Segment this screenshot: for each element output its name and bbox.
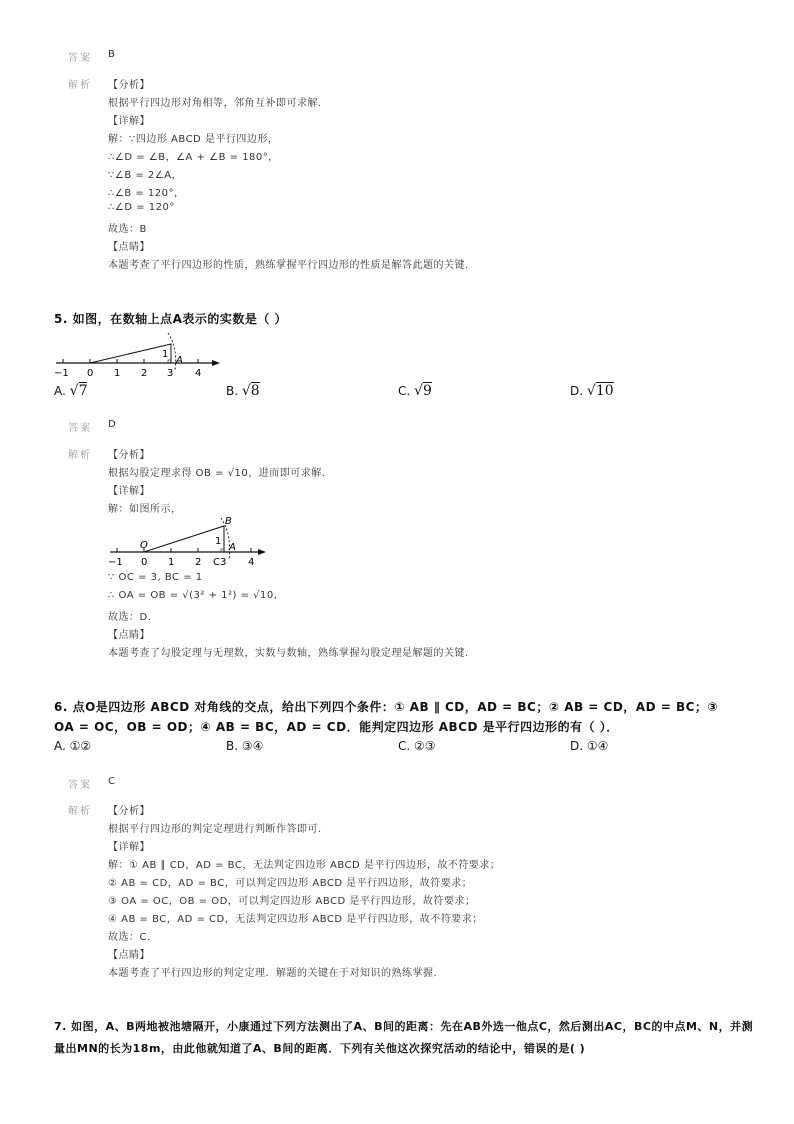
analysis-label: 解析 [68, 80, 92, 91]
option-b[interactable]: B. ③④ [226, 739, 264, 753]
compass-arc [168, 333, 176, 370]
axis-arrow [212, 360, 220, 366]
question-5-stem: 5. 如图，在数轴上点A表示的实数是（ ） [54, 312, 288, 326]
solution-step: ∴ OA = OB = √(3² + 1²) = √10, [108, 590, 278, 601]
analysis-label: 解析 [68, 806, 92, 817]
analysis-line: 根据平行四边形的判定定理进行判断作答即可. [108, 824, 322, 835]
analysis-line: 【详解】 [108, 116, 150, 127]
option-a[interactable]: A. √7 [54, 383, 88, 399]
height-label: 1 [162, 349, 169, 360]
analysis-line: 根据平行四边形对角相等，邻角互补即可求解. [108, 98, 322, 109]
analysis-line: 解：① AB ∥ CD，AD = BC，无法判定四边形 ABCD 是平行四边形，故不符要求； [108, 860, 501, 871]
answer-value: C [108, 776, 116, 787]
solution-step: ∵ OC = 3, BC = 1 [108, 572, 203, 583]
analysis-line: ∵∠B = 2∠A， [108, 170, 183, 181]
answer-value: D [108, 419, 117, 430]
right-triangle [144, 526, 224, 552]
analysis-line: 【点睛】 [108, 950, 150, 961]
tick-label: 2 [141, 368, 148, 379]
answer-label: 答案 [68, 423, 92, 434]
tick-label: 0 [141, 557, 148, 568]
number-line-figure [54, 330, 224, 380]
analysis-line: 本题考查了平行四边形的判定定理．解题的关键在于对知识的熟练掌握. [108, 968, 438, 979]
tick-label: 4 [195, 368, 202, 379]
tick-label: 0 [87, 368, 94, 379]
answer-label: 答案 [68, 780, 92, 791]
analysis-label: 解析 [68, 450, 92, 461]
tick-label: 4 [248, 557, 255, 568]
analysis-line: ② AB = CD，AD = BC，可以判定四边形 ABCD 是平行四边形，故符要求； [108, 878, 473, 889]
analysis-line: 【详解】 [108, 842, 150, 853]
number-line-figure-detail [108, 512, 278, 570]
analysis-line: 【点睛】 [108, 630, 150, 641]
right-triangle [90, 344, 171, 363]
question-6-stem-line-1: 6. 点O是四边形 ABCD 对角线的交点，给出下列四个条件：① AB ∥ CD，AD = BC；② AB = CD，AD = BC；③ [54, 700, 719, 714]
analysis-line: 【分析】 [108, 80, 150, 91]
analysis-line: ∴∠D = 120° [108, 202, 175, 213]
answer-label: 答案 [68, 53, 92, 64]
question-7-stem-line-2: 量出MN的长为18m，由此他就知道了A、B间的距离．下列有关他这次探究活动的结论中，错误的是( ) [54, 1042, 586, 1055]
axis-arrow [258, 549, 266, 555]
analysis-line: 【分析】 [108, 806, 150, 817]
analysis-line: 故选：B [108, 224, 147, 235]
analysis-line: ③ OA = OC，OB = OD，可以判定四边形 ABCD 是平行四边形，故符要求； [108, 896, 476, 907]
option-b[interactable]: B. √8 [226, 383, 260, 399]
analysis-line: 解：∵四边形 ABCD 是平行四边形， [108, 134, 279, 145]
analysis-line: ④ AB = BC，AD = CD，无法判定四边形 ABCD 是平行四边形，故不符要求； [108, 914, 483, 925]
tick-label: 3 [167, 368, 174, 379]
answer-value: B [108, 49, 116, 60]
analysis-line: 本题考查了平行四边形的性质，熟练掌握平行四边形的性质是解答此题的关键. [108, 260, 469, 271]
point-a-label: A [229, 542, 236, 553]
tick-label: C3 [213, 557, 227, 568]
height-label: 1 [215, 536, 222, 547]
option-a[interactable]: A. ①② [54, 739, 92, 753]
analysis-line: 故选：C. [108, 932, 151, 943]
point-b-label: B [225, 516, 232, 527]
tick-label: −1 [54, 368, 69, 379]
question-7-stem-line-1: 7. 如图，A、B两地被池塘隔开，小康通过下列方法测出了A、B间的距离：先在AB外选一他点C，然后测出AC，BC的中点M、N，并测 [54, 1020, 754, 1033]
analysis-line: 故选：D. [108, 612, 152, 623]
analysis-line: ∴∠B = 120°， [108, 188, 185, 199]
question-6-stem-line-2: OA = OC，OB = OD；④ AB = BC，AD = CD．能判定四边形 ABCD 是平行四边形的有（ ）． [54, 720, 619, 734]
option-d[interactable]: D. √10 [570, 383, 614, 399]
option-c[interactable]: C. ②③ [398, 739, 436, 753]
tick-label: 1 [168, 557, 175, 568]
analysis-line: 根据勾股定理求得 OB = √10，进而即可求解. [108, 468, 326, 479]
analysis-line: ∴∠D = ∠B，∠A + ∠B = 180°， [108, 152, 279, 163]
tick-label: −1 [108, 557, 123, 568]
analysis-line: 【详解】 [108, 486, 150, 497]
analysis-line: 【点睛】 [108, 242, 150, 253]
tick-label: 2 [195, 557, 202, 568]
option-d[interactable]: D. ①④ [570, 739, 609, 753]
point-o-label: O [140, 540, 148, 551]
analysis-line: 解：如图所示， [108, 504, 182, 515]
analysis-line: 本题考查了勾股定理与无理数，实数与数轴，熟练掌握勾股定理是解题的关键. [108, 648, 469, 659]
point-a-label: A [176, 355, 183, 366]
option-c[interactable]: C. √9 [398, 383, 432, 399]
tick-label: 1 [114, 368, 121, 379]
analysis-line: 【分析】 [108, 450, 150, 461]
